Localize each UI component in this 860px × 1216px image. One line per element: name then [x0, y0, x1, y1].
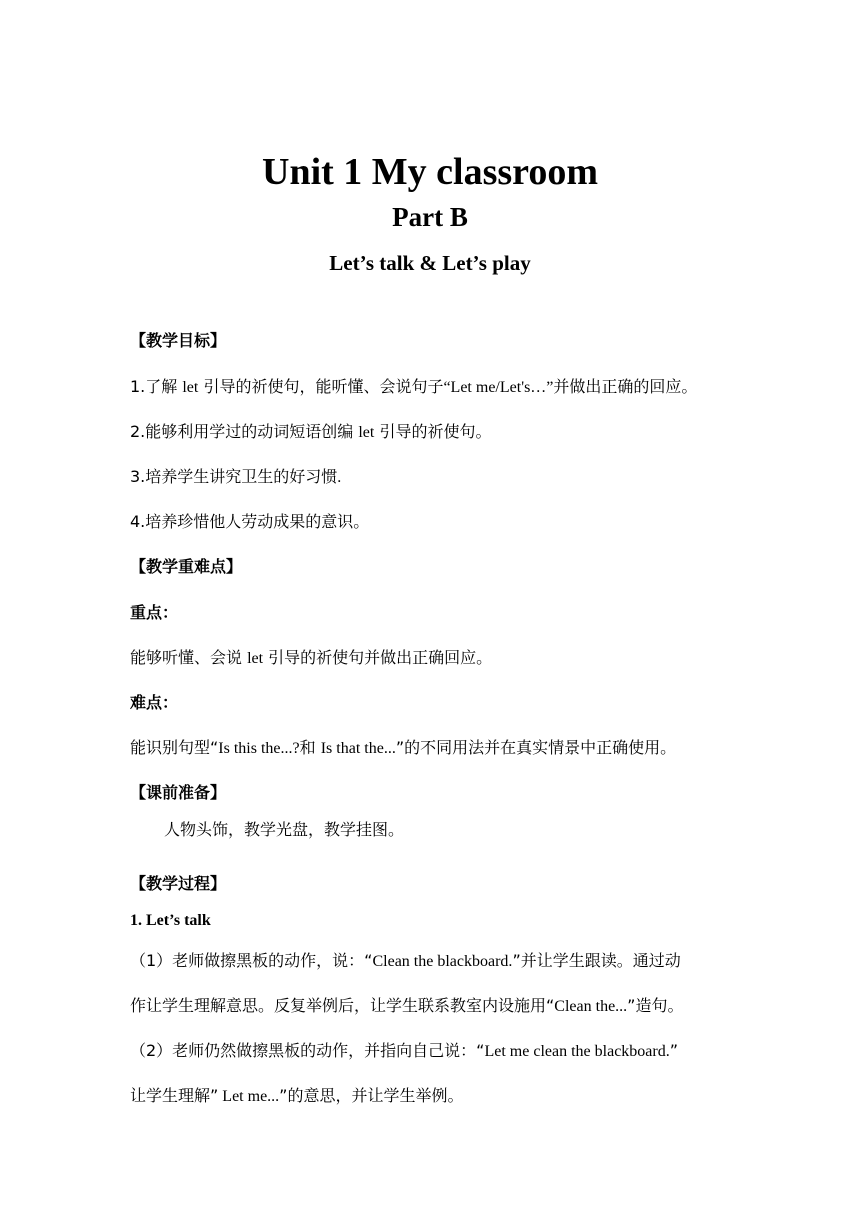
difficulty-text: 能识别句型“Is this the...?和 Is that the...”的不同用法并在真实情景中正确使用。	[130, 738, 677, 757]
goal-item-4: 4.培养珍惜他人劳动成果的意识。	[130, 512, 370, 531]
keypoints-heading: 【教学重难点】	[130, 557, 243, 576]
difficulty-label: 难点：	[130, 693, 179, 712]
page-subtitle: Let’s talk & Let’s play	[329, 251, 531, 275]
section-lets-talk: 1. Let’s talk	[130, 912, 211, 929]
goal-item-1: 1.了解 let 引导的祈使句，能听懂、会说句子“Let me/Let's…”并做出正确的回应。	[130, 377, 698, 396]
goal-item-2: 2.能够利用学过的动词短语创编 let 引导的祈使句。	[130, 422, 492, 441]
page-title: Unit 1 My classroom	[262, 151, 598, 193]
process-heading: 【教学过程】	[130, 874, 227, 893]
step2-line1: （2）老师仍然做擦黑板的动作，并指向自己说：“Let me clean the blackboard.”	[130, 1041, 679, 1060]
page-part: Part B	[392, 202, 468, 232]
step1-line2: 作让学生理解意思。反复举例后，让学生联系教室内设施用“Clean the...”造句。	[130, 996, 684, 1015]
step2-line2: 让学生理解” Let me...”的意思，并让学生举例。	[130, 1086, 464, 1105]
goals-heading: 【教学目标】	[130, 331, 227, 350]
goal-item-3: 3.培养学生讲究卫生的好习惯.	[130, 467, 342, 486]
prep-heading: 【课前准备】	[130, 783, 227, 802]
step1-line1: （1）老师做擦黑板的动作，说：“Clean the blackboard.”并让学生跟读。通过动	[130, 951, 681, 970]
prep-text: 人物头饰，教学光盘，教学挂图。	[164, 820, 405, 839]
focus-text: 能够听懂、会说 let 引导的祈使句并做出正确回应。	[130, 648, 493, 667]
focus-label: 重点：	[130, 603, 179, 622]
